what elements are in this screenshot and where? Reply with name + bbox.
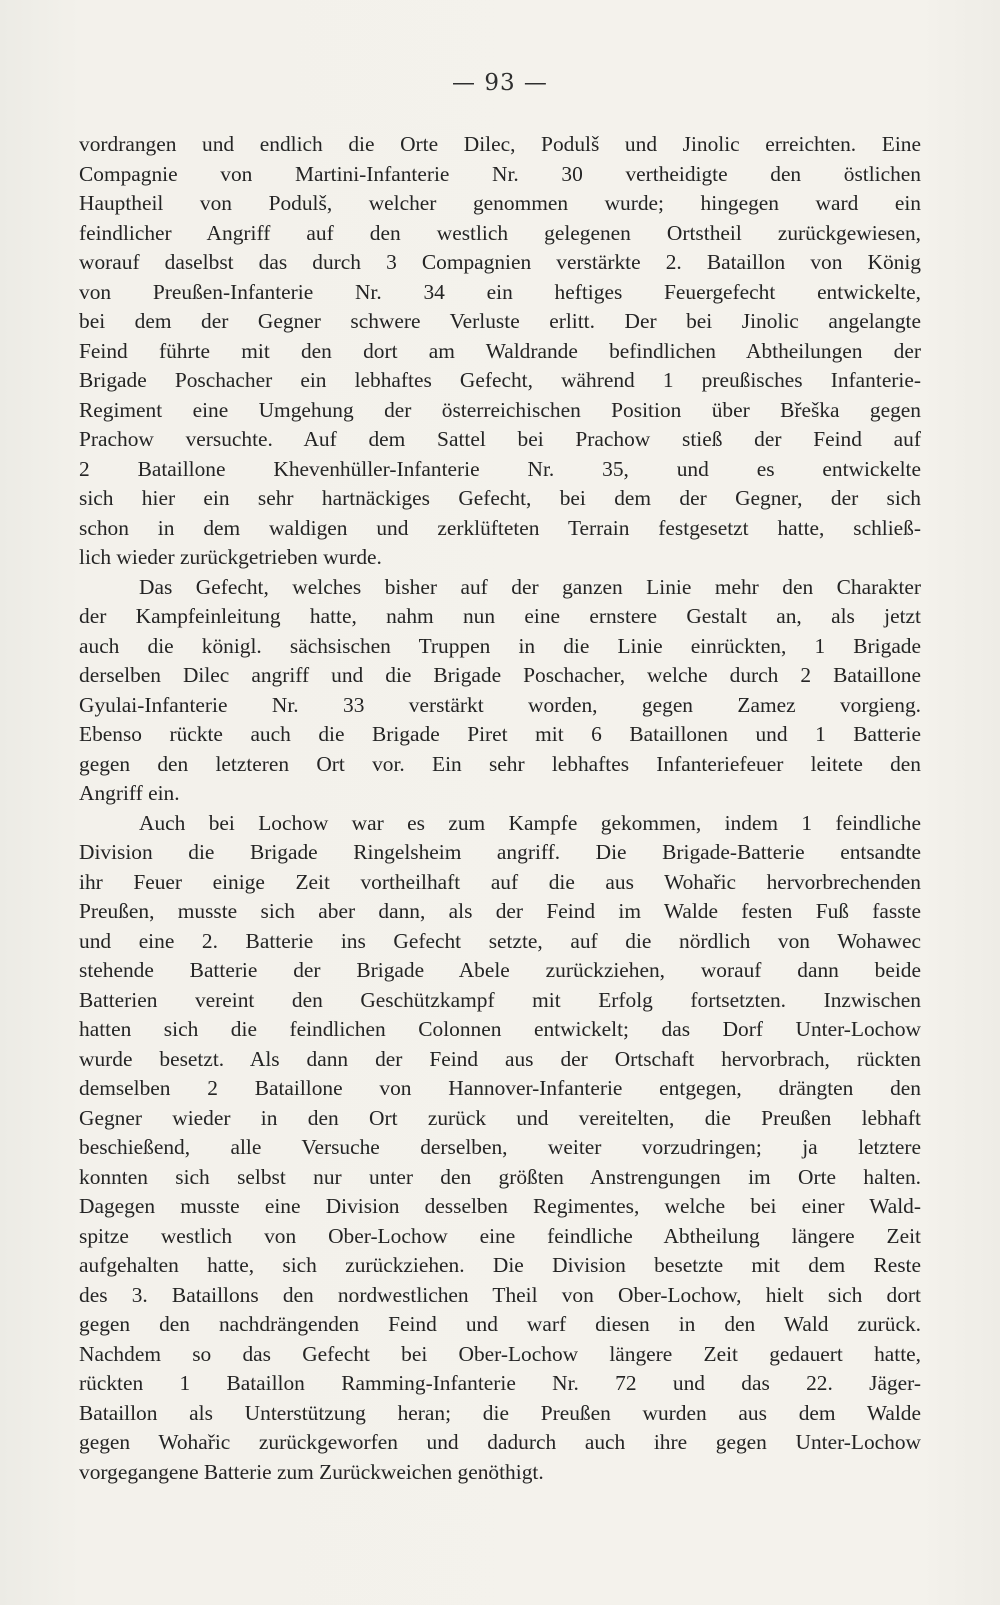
text-line: Bataillon als Unterstützung heran; die Preußen wurden aus dem Walde bbox=[79, 1400, 921, 1425]
text-line: Angriff ein. bbox=[79, 781, 180, 805]
text-line: wurde besetzt. Als dann der Feind aus der Ortschaft hervorbrach, rückten bbox=[79, 1046, 921, 1071]
text-line: stehende Batterie der Brigade Abele zurückziehen, worauf dann beide bbox=[79, 958, 921, 982]
text-line: gegen den nachdrängenden Feind und warf diesen in den Wald zurück. bbox=[79, 1312, 921, 1336]
text-line: schon in dem waldigen und zerklüfteten Terrain festgesetzt hatte, schließ- bbox=[79, 515, 921, 540]
text-line: Preußen, musste sich aber dann, als der Feind im Walde festen Fuß fasste bbox=[79, 899, 921, 923]
text-line: vorgegangene Batterie zum Zurückweichen genöthigt. bbox=[79, 1459, 544, 1484]
text-line: spitze westlich von Ober-Lochow eine feindliche Abtheilung längere Zeit bbox=[79, 1223, 921, 1248]
text-line: demselben 2 Bataillone von Hannover-Infanterie entgegen, drängten den bbox=[79, 1076, 921, 1100]
text-line: Gyulai-Infanterie Nr. 33 verstärkt worden, gegen Zamez vorgieng. bbox=[79, 692, 921, 717]
text-line: hatten sich die feindlichen Colonnen entwickelt; das Dorf Unter-Lochow bbox=[79, 1017, 921, 1041]
text-line: Prachow versuchte. Auf dem Sattel bei Prachow stieß der Feind auf bbox=[79, 427, 921, 451]
text-line: von Preußen-Infanterie Nr. 34 ein heftiges Feuergefecht entwickelte, bbox=[79, 279, 921, 304]
text-line: der Kampfeinleitung hatte, nahm nun eine ernstere Gestalt an, als jetzt bbox=[79, 604, 921, 628]
text-line: aufgehalten hatte, sich zurückziehen. Die Division besetzte mit dem Reste bbox=[79, 1253, 921, 1277]
text-line: gegen den letzteren Ort vor. Ein sehr lebhaftes Infanteriefeuer leitete den bbox=[79, 751, 921, 776]
text-line: Batterien vereint den Geschützkampf mit Erfolg fortsetzten. Inzwischen bbox=[79, 987, 921, 1012]
text-line: Das Gefecht, welches bisher auf der ganzen Linie mehr den Charakter bbox=[139, 574, 921, 599]
page-number: — 93 — bbox=[452, 70, 548, 96]
text-line: Auch bei Lochow war es zum Kampfe gekommen, indem 1 feindliche bbox=[139, 810, 921, 835]
text-line: beschießend, alle Versuche derselben, weiter vorzudringen; ja letztere bbox=[79, 1135, 921, 1159]
text-line: Division die Brigade Ringelsheim angriff. Die Brigade-Batterie entsandte bbox=[79, 840, 921, 864]
text-line: und eine 2. Batterie ins Gefecht setzte, auf die nördlich von Wohawec bbox=[79, 928, 921, 953]
text-line: gegen Wohařic zurückgeworfen und dadurch auch ihre gegen Unter-Lochow bbox=[79, 1430, 921, 1454]
text-line: feindlicher Angriff auf den westlich gelegenen Ortstheil zurückgewiesen, bbox=[79, 220, 921, 245]
text-line: Nachdem so das Gefecht bei Ober-Lochow längere Zeit gedauert hatte, bbox=[79, 1341, 921, 1366]
text-line: ihr Feuer einige Zeit vortheilhaft auf die aus Wohařic hervorbrechenden bbox=[79, 869, 921, 894]
text-line: vordrangen und endlich die Orte Dilec, Podulš und Jinolic erreichten. Eine bbox=[79, 132, 921, 156]
text-line: auch die königl. sächsischen Truppen in die Linie einrückten, 1 Brigade bbox=[79, 633, 921, 658]
text-line: Feind führte mit den dort am Waldrande befindlichen Abtheilungen der bbox=[79, 338, 921, 363]
text-line: Gegner wieder in den Ort zurück und vereitelten, die Preußen lebhaft bbox=[79, 1105, 921, 1130]
text-line: Compagnie von Martini-Infanterie Nr. 30 vertheidigte den östlichen bbox=[79, 161, 921, 186]
text-line: Dagegen musste eine Division desselben Regimentes, welche bei einer Wald- bbox=[79, 1194, 921, 1218]
text-line: Ebenso rückte auch die Brigade Piret mit 6 Bataillonen und 1 Batterie bbox=[79, 722, 921, 746]
text-line: bei dem der Gegner schwere Verluste erlitt. Der bei Jinolic angelangte bbox=[79, 309, 921, 333]
text-line: rückten 1 Bataillon Ramming-Infanterie Nr. 72 und das 22. Jäger- bbox=[79, 1371, 921, 1395]
text-line: sich hier ein sehr hartnäckiges Gefecht, bei dem der Gegner, der sich bbox=[79, 486, 921, 510]
text-line: des 3. Bataillons den nordwestlichen Theil von Ober-Lochow, hielt sich dort bbox=[79, 1282, 921, 1307]
text-line: Brigade Poschacher ein lebhaftes Gefecht, während 1 preußisches Infanterie- bbox=[79, 368, 921, 392]
text-line: worauf daselbst das durch 3 Compagnien verstärkte 2. Bataillon von König bbox=[79, 250, 921, 274]
body-text bbox=[79, 130, 921, 1487]
text-line: Regiment eine Umgehung der österreichischen Position über Břeška gegen bbox=[79, 397, 921, 422]
text-line: lich wieder zurückgetrieben wurde. bbox=[79, 545, 382, 569]
text-line: 2 Bataillone Khevenhüller-Infanterie Nr. 35, und es entwickelte bbox=[79, 456, 921, 481]
text-line: derselben Dilec angriff und die Brigade Poschacher, welche durch 2 Bataillone bbox=[79, 663, 921, 687]
text-line: Hauptheil von Podulš, welcher genommen wurde; hingegen ward ein bbox=[79, 191, 921, 215]
text-line: konnten sich selbst nur unter den größten Anstrengungen im Orte halten. bbox=[79, 1164, 921, 1189]
